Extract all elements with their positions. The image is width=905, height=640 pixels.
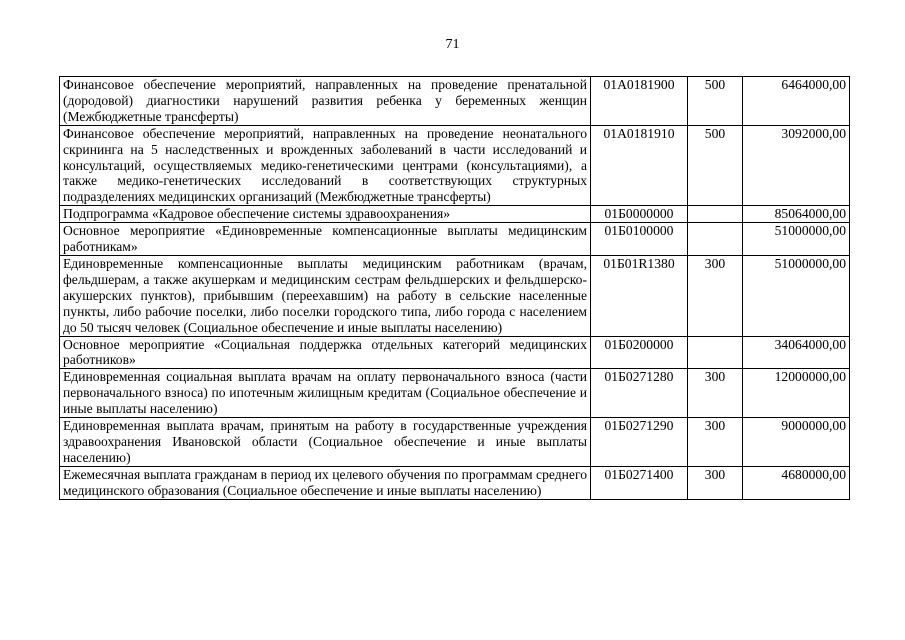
row-name-cell: Ежемесячная выплата гражданам в период их целевого обучения по программам среднего медицинского образования (Социальное обеспечение и иные выплаты населению) xyxy=(60,466,591,499)
row-code-cell: 01Б0000000 xyxy=(591,206,688,223)
row-name-cell: Финансовое обеспечение мероприятий, направленных на проведение пренатальной (дородовой) диагностики нарушений развития ребенка у беременных женщин (Межбюджетные трансферты) xyxy=(60,77,591,126)
row-amount-cell: 51000000,00 xyxy=(743,255,850,336)
row-amount-cell: 12000000,00 xyxy=(743,369,850,418)
row-name-cell: Финансовое обеспечение мероприятий, направленных на проведение неонатального скрининга на 5 наследственных и врожденных заболеваний в части исследований и консультаций, осуществляемых медико-генетическими центрами (консультациями), а также медико-генетических исследований в соответствующих структурных подразделениях медицинских организаций (Межбюджетные трансферты) xyxy=(60,125,591,206)
row-expense-type-cell: 500 xyxy=(688,77,743,126)
table-row xyxy=(60,369,850,418)
table-row xyxy=(60,418,850,467)
row-code-cell: 01А0181910 xyxy=(591,125,688,206)
row-amount-cell: 3092000,00 xyxy=(743,125,850,206)
table-row xyxy=(60,255,850,336)
row-name-cell: Основное мероприятие «Социальная поддержка отдельных категорий медицинских работников» xyxy=(60,336,591,369)
row-code-cell: 01Б0100000 xyxy=(591,223,688,256)
table-row xyxy=(60,466,850,499)
row-expense-type-cell xyxy=(688,336,743,369)
row-name-cell: Единовременная социальная выплата врачам на оплату первоначального взноса (части первоначального взноса) по ипотечным жилищным кредитам (Социальное обеспечение и иные выплаты населению) xyxy=(60,369,591,418)
page-number: 71 xyxy=(445,37,460,52)
row-code-cell: 01Б0271280 xyxy=(591,369,688,418)
table-row xyxy=(60,206,850,223)
row-amount-cell: 34064000,00 xyxy=(743,336,850,369)
row-expense-type-cell: 300 xyxy=(688,466,743,499)
row-amount-cell: 9000000,00 xyxy=(743,418,850,467)
row-expense-type-cell xyxy=(688,223,743,256)
row-expense-type-cell: 500 xyxy=(688,125,743,206)
row-amount-cell: 6464000,00 xyxy=(743,77,850,126)
row-code-cell: 01Б0200000 xyxy=(591,336,688,369)
row-name-cell: Основное мероприятие «Единовременные компенсационные выплаты медицинским работникам» xyxy=(60,223,591,256)
table-row xyxy=(60,77,850,126)
row-code-cell: 01А0181900 xyxy=(591,77,688,126)
row-code-cell: 01Б0271400 xyxy=(591,466,688,499)
table-row xyxy=(60,125,850,206)
budget-table xyxy=(59,76,850,500)
row-code-cell: 01Б01R1380 xyxy=(591,255,688,336)
row-expense-type-cell: 300 xyxy=(688,418,743,467)
row-expense-type-cell: 300 xyxy=(688,369,743,418)
row-name-cell: Единовременные компенсационные выплаты медицинским работникам (врачам, фельдшерам, а также акушеркам и медицинским сестрам фельдшерских и фельдшерско-акушерских пунктов), прибывшим (переехавшим) на работу в сельские населенные пункты, либо рабочие поселки, либо поселки городского типа, либо города с населением до 50 тысяч человек (Социальное обеспечение и иные выплаты населению) xyxy=(60,255,591,336)
table-row xyxy=(60,336,850,369)
row-amount-cell: 51000000,00 xyxy=(743,223,850,256)
row-amount-cell: 4680000,00 xyxy=(743,466,850,499)
row-expense-type-cell xyxy=(688,206,743,223)
table-row xyxy=(60,223,850,256)
row-amount-cell: 85064000,00 xyxy=(743,206,850,223)
row-name-cell: Подпрограмма «Кадровое обеспечение системы здравоохранения» xyxy=(60,206,591,223)
row-code-cell: 01Б0271290 xyxy=(591,418,688,467)
row-name-cell: Единовременная выплата врачам, принятым на работу в государственные учреждения здравоохранения Ивановской области (Социальное обеспечение и иные выплаты населению) xyxy=(60,418,591,467)
row-expense-type-cell: 300 xyxy=(688,255,743,336)
